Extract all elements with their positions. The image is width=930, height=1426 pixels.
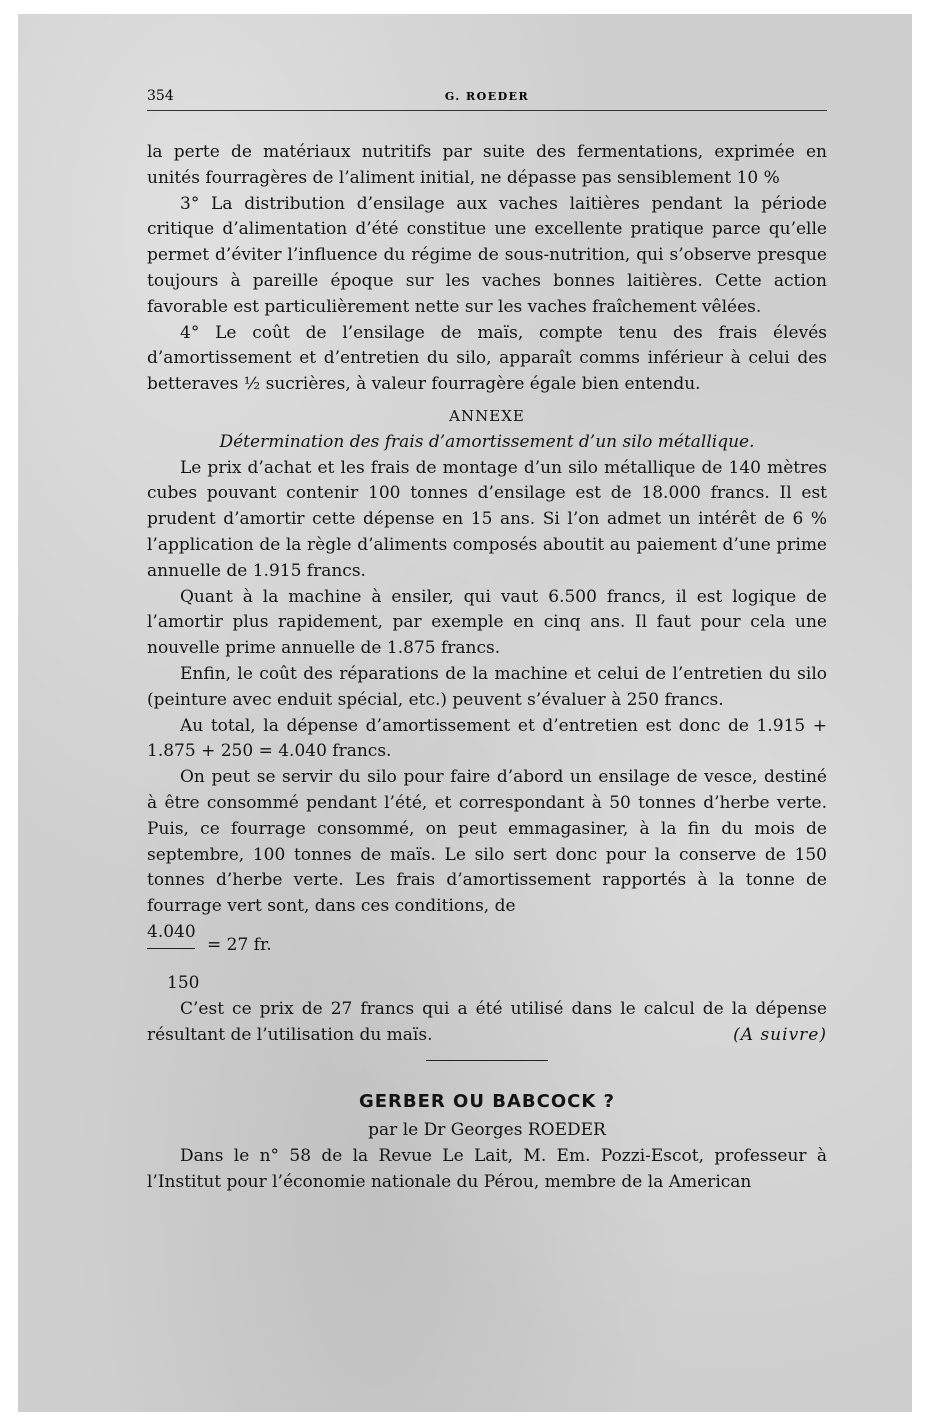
paragraph-conclusion-2: la perte de matériaux nutritifs par suite des fermentations, exprimée en unités fourragères de l’aliment initial, ne dépasse pas sensiblement 10 % (147, 142, 827, 188)
annex-heading: ANNEXE (449, 406, 525, 425)
a-suivre: (A suivre) (733, 1024, 827, 1045)
fraction-numerator: 4.040 (147, 921, 196, 942)
paragraph-conclusion-4: 4° Le coût de l’ensilage de maïs, compte tenu des frais élevés d’amortissement et d’entretien du silo, apparaît comms inférieur à celui des betteraves ½ sucrières, à valeur fourragère égale bien entendu. (147, 322, 827, 395)
running-header (147, 88, 827, 111)
fraction-bar (147, 948, 195, 949)
paragraph-usage: On peut se servir du silo pour faire d’abord un ensilage de vesce, destiné à être consommé pendant l’été, et correspondant à 50 tonnes d’herbe verte. Puis, ce fourrage consommé, on peut emmagasiner, à la fin du mois de septembre, 100 tonnes de maïs. Le silo sert donc pour la conserve de 150 tonnes d’herbe verte. Les frais d’amortissement rapportés à la tonne de fourrage vert sont, dans ces conditions, de (147, 767, 827, 917)
article-title: GERBER OU BABCOCK ? (358, 1090, 615, 1112)
section-divider (426, 1060, 548, 1061)
fraction-result: = 27 fr. (207, 934, 272, 955)
cost-fraction (147, 920, 827, 997)
paragraph-machine-cost: Quant à la machine à ensiler, qui vaut 6.500 francs, il est logique de l’amortir plus rapidement, par exemple en cinq ans. Il faut pour cela une nouvelle prime annuelle de 1.875 francs. (147, 586, 827, 659)
paragraph-total: Au total, la dépense d’amortissement et d’entretien est donc de 1.915 + 1.875 + 250 = 4.040 francs. (147, 715, 827, 762)
annex-subtitle: Détermination des frais d’amortissement d’un silo métallique. (219, 431, 755, 452)
running-title: G. ROEDER (444, 90, 530, 103)
paragraph-repairs: Enfin, le coût des réparations de la machine et celui de l’entretien du silo (peinture avec enduit spécial, etc.) peuvent s’évaluer à 250 francs. (147, 663, 827, 710)
fraction-denominator: 150 (167, 972, 200, 993)
paragraph-silo-cost: Le prix d’achat et les frais de montage d’un silo métallique de 140 mètres cubes pouvant contenir 100 tonnes d’ensilage est de 18.000 francs. Il est prudent d’amortir cette dépense en 15 ans. Si l’on admet un intérêt de 6 % l’application de la règle d’aliments composés aboutit au paiement d’une prime annuelle de 1.915 francs. (147, 457, 827, 581)
page-number: 354 (147, 88, 174, 104)
paragraph-conclusion-price (147, 997, 827, 1049)
conclusion-price-text: C’est ce prix de 27 francs qui a été utilisé dans le calcul de la dépense résultant de l’utilisation du maïs. (147, 998, 827, 1045)
body-text (147, 140, 827, 1196)
article-byline: par le Dr Georges ROEDER (368, 1120, 606, 1141)
paragraph-conclusion-3: 3° La distribution d’ensilage aux vaches laitières pendant la période critique d’alimentation d’été constitue une excellente pratique parce qu’elle permet d’éviter l’influence du régime de sous-nutrition, qui s’observe presque toujours à pareille époque sur les vaches bonnes laitières. Cette action favorable est particulièrement nette sur les vaches fraîchement vêlées. (147, 193, 827, 317)
article-intro: Dans le n° 58 de la Revue Le Lait, M. Em. Pozzi-Escot, professeur à l’Institut pour l’économie nationale du Pérou, membre de la American (147, 1146, 827, 1192)
